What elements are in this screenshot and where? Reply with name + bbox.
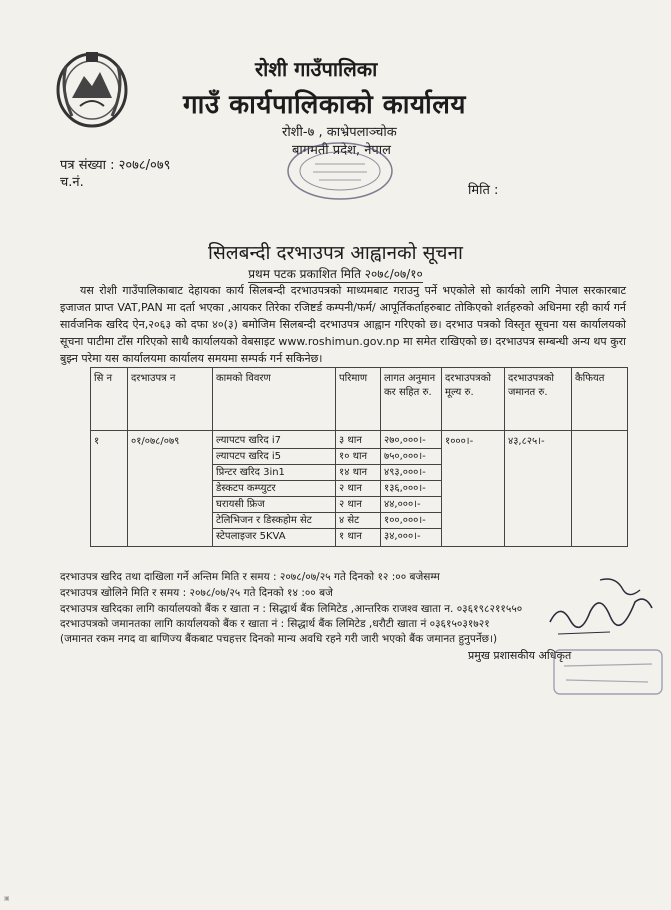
work-item: घरायसी फ्रिज [213,497,335,513]
header-bid-no: दरभाउपत्र न [128,368,213,431]
office-stamp-icon [285,140,395,202]
bank-purchase-line: दरभाउपत्र खरिदका लागि कार्यालयको बैंक र खाता न : सिद्धार्थ बैंक लिमिटेड ,आन्तरिक राजश्व खाता न. ०३६१९८२११५५० [60,603,523,615]
first-published-text: प्रथम पटक प्रकाशित मिति २०७८/०७/१० [248,267,423,281]
cell-doc-price: १०००।- [442,431,505,547]
address-line-2: बागमती प्रदेश, नेपाल [292,143,391,158]
cost-item: ३४,०००।- [384,531,421,542]
cell-cost-list [381,431,442,547]
municipality-name: रोशी गाउँपालिका [255,57,378,81]
cell-work-list [213,431,336,547]
cell-sn: १ [91,431,128,547]
qty-item: २ थान [336,497,380,513]
qty-item: २ थान [336,481,380,497]
officer-stamp-icon [548,642,668,702]
work-item: स्टेपलाइजर 5KVA [216,531,286,542]
work-item: टेलिभिजन र डिस्कहोम सेट [213,513,335,529]
qty-item: १ थान [339,531,362,542]
cell-security: ४३,८२५।- [505,431,572,547]
cell-remarks [572,431,628,547]
nepal-emblem-icon [52,46,132,130]
first-published-line [0,265,671,282]
handwritten-signature-icon [540,572,660,642]
work-item: प्रिन्टर खरिद 3in1 [213,465,335,481]
qty-item: १० थान [336,449,380,465]
bank-security-line: दरभाउपत्रको जमानतका लागि कार्यालयको बैंक र खाता नं : सिद्धार्थ बैंक लिमिटेड ,धरौटी खाता नं ०३६१५०३१७२१ [60,618,490,630]
security-note-line: (जमानत रकम नगद वा बाणिज्य बैंकबाट पचहत्तर दिनको मान्य अवधि रहने गरी जारी भएको बैंक जमानत हुनुपर्नेछ।) [60,633,498,645]
cost-item: ७५०,०००।- [381,449,441,465]
date-label: मिति : [468,183,499,198]
header-qty: परिमाण [336,368,381,431]
bid-table [90,367,628,547]
notice-title: सिलबन्दी दरभाउपत्र आह्वानको सूचना [208,242,463,264]
cell-qty-list [336,431,381,547]
dispatch-number: च.नं. [60,175,84,190]
notice-body: यस रोशी गाउँपालिकाबाट देहायका कार्य सिलबन्दी दरभाउपत्रको माध्यमबाट गराउनु पर्ने भएकोले सो कार्यको लागि नेपाल सरकारबाट इजाजत प्राप्त VAT,PAN मा दर्ता भएका ,आयकर तिरेका रजिष्टर्ड कम्पनी/फर्म/ आपूर्तिकर्ताहरुबाट तोकिएको शर्तहरुको अधिनमा रही कार्य गर्न सार्वजनिक खरिद ऐन,२०६३ को दफा ४०(३) बमोजिम सिलबन्दी दरभाउपत्र आह्वान गरिएको छ। दरभाउ पत्रको विस्तृत सूचना यस कार्यालयको सूचना पाटीमा टाँस गरिएको साथै कार्यालयको वेबसाइट www.roshimun.gov.np मा समेत राखिएको छ। दरभाउपत्र सम्बन्धी अन्य थप कुरा बुझ्न परेमा यस कार्यालयमा कार्यालय समयमा सम्पर्क गर्न सकिनेछ। [60,284,626,365]
cost-item: ४४,०००।- [381,497,441,513]
qty-item: ४ सेट [336,513,380,529]
work-item: ल्यापटप खरिद i7 [213,433,335,449]
letter-number: पत्र संख्या : २०७८/०७९ [60,158,171,173]
table-header-row [91,368,628,431]
address-line-1: रोशी-७ , काभ्रेपलाञ्चोक [282,125,397,140]
cost-item: १३६,०००।- [381,481,441,497]
header-sn: सि न [91,368,128,431]
work-item: डेस्कटप कम्प्युटर [213,481,335,497]
office-name: गाउँ कार्यपालिकाको कार्यालय [183,90,466,120]
header-work: कामको विवरण [213,368,336,431]
header-cost: लागत अनुमान कर सहित रु. [381,368,442,431]
header-doc-price: दरभाउपत्रको मूल्य रु. [442,368,505,431]
chief-officer-title: प्रमुख प्रशासकीय अधिकृत [468,649,572,662]
qty-item: १४ थान [336,465,380,481]
table-row [91,431,628,547]
cost-item: ४९३,०००।- [381,465,441,481]
scanner-watermark: ▣ [4,895,10,902]
header-remarks: कैफियत [572,368,628,431]
header-security: दरभाउपत्रको जमानत रु. [505,368,572,431]
cost-item: २७०,०००।- [381,433,441,449]
work-item: ल्यापटप खरिद i5 [213,449,335,465]
qty-item: ३ थान [336,433,380,449]
opening-line: दरभाउपत्र खोलिने मिति र समय : २०७८/०७/२५ गते दिनको १४ :०० बजे [60,587,333,599]
cost-item: १००,०००।- [381,513,441,529]
deadline-line: दरभाउपत्र खरिद तथा दाखिला गर्ने अन्तिम मिति र समय : २०७८/०७/२५ गते दिनको १२ :०० बजेसम्म [60,571,440,583]
cell-bid-no: ०१/०७८/०७९ [128,431,213,547]
